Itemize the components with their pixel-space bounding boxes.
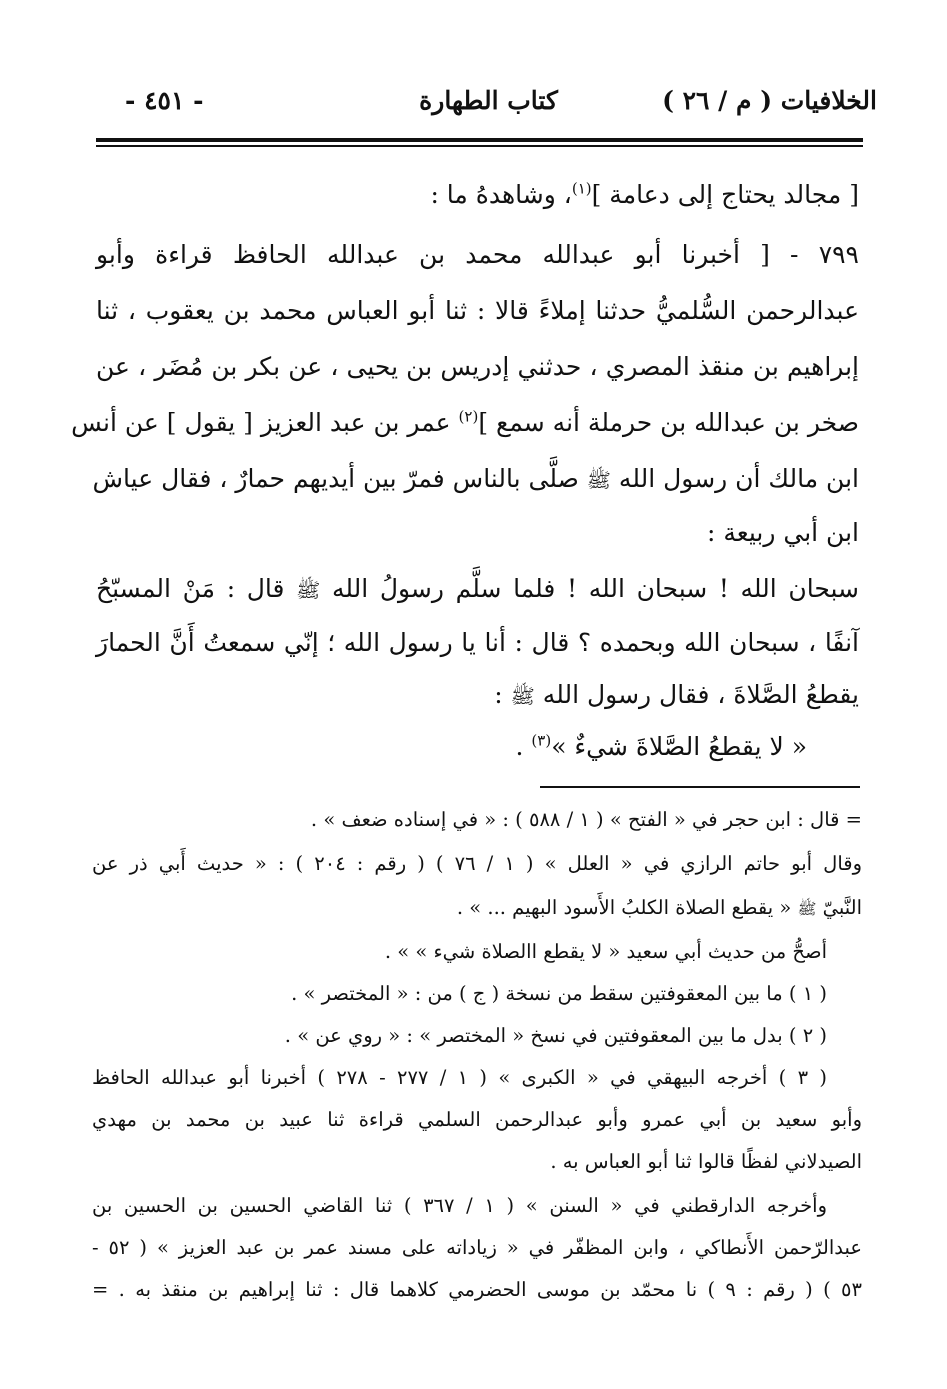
footnote-line: أصحُّ من حديث أبي سعيد « لا يقطع االصلاة شيء » » .	[384, 940, 827, 963]
text-line: إبراهيم بن منقذ المصري ، حدثني إدريس بن يحيى ، عن بكر بن مُضَر ، عن	[96, 352, 859, 381]
footnote-line: وأخرجه الدارقطني في « السنن » ( ١ / ٣٦٧ ) ثنا القاضي الحسين بن الحسين بن	[92, 1194, 827, 1217]
footnote-2: ( ٢ ) بدل ما بين المعقوفتين في نسخ « المختصر » : « روي عن » .	[284, 1024, 827, 1047]
page-number: - ٤٥١ -	[125, 86, 204, 115]
salutation-glyph: ﷺ	[296, 578, 321, 602]
text-line: ابن مالك أن رسول الله ﷺ صلَّى بالناس فمرّ بين أيديهم حمارٌ ، فقال عياش	[92, 464, 859, 493]
footnote-1: ( ١ ) ما بين المعقوفتين سقط من نسخة ( ج ) من : « المختصر » .	[291, 982, 827, 1005]
footnote-line: عبدالرّحمن الأَنطاكي ، وابن المظفّر في « زياداته على مسند عمر بن عبد العزيز » ( ٥٢ -	[92, 1236, 862, 1259]
salutation-glyph: ﷺ	[510, 684, 535, 708]
footnote-line: النَّبيّ ﷺ « يقطع الصلاة الكلبُ الأَسود البهيم ... » .	[456, 896, 862, 919]
footnote-line: = قال : ابن حجر في « الفتح » ( ١ / ٥٨٨ ) : « في إسناده ضعف » .	[310, 808, 862, 831]
footnote-line: وقال أبو حاتم الرازي في « العلل » ( ١ / ٧٦ ) ( رقم : ٢٠٤ ) : « حديث أَبي ذر عن	[92, 852, 863, 875]
footnote-line: ٥٣ ) ( رقم : ٩ ) نا محمّد بن موسى الحضرمي كلاهما قال : ثنا إبراهيم بن منقذ به . =	[92, 1278, 862, 1301]
hadith-number-line: ٧٩٩ - [ أخبرنا أبو عبدالله محمد بن عبدالله الحافظ قراءة وأبو	[96, 240, 859, 269]
header-rule-thick	[96, 138, 863, 142]
text-line: آنفًا ، سبحان الله وبحمده ؟ قال : أنا يا رسول الله ؛ إنّي سمعتُ أَنَّ الحمارَ	[96, 628, 859, 657]
text-line: عبدالرحمن السُّلميُّ حدثنا إملاءً قالا : ثنا أبو العباس محمد بن يعقوب ، ثنا	[96, 296, 859, 325]
salutation-glyph: ﷺ	[586, 468, 611, 492]
text-line: صخر بن عبدالله بن حرملة أنه سمع ]$^{(٢)}$ عمر بن عبد العزيز [ يقول ] عن أنس	[71, 407, 859, 437]
text-line: سبحان الله ! سبحان الله ! فلما سلَّم رسولُ الله ﷺ قال : مَنْ المسبّحُ	[96, 574, 859, 603]
footnote-separator	[540, 786, 860, 788]
hadith-quote-line: « لا يقطعُ الصَّلاةَ شيءٌ »$^{(٣)}$ .	[515, 731, 807, 761]
footnote-line: الصيدلاني لفظًا قالوا ثنا أبو العباس به .	[550, 1150, 862, 1173]
salutation-glyph: ﷺ	[797, 900, 817, 918]
footnote-line: وأبو سعيد بن أبي عمرو وأبو عبدالرحمن السلمي قراءة ثنا عبيد بن محمد بن مهدي	[92, 1108, 862, 1131]
chapter-title: كتاب الطهارة	[419, 86, 558, 115]
header-rule-thin	[96, 145, 863, 147]
page-header	[100, 80, 877, 128]
text-line: يقطعُ الصَّلاةَ ، فقال رسول الله ﷺ :	[494, 680, 859, 709]
text-line: [ مجالد يحتاج إلى دعامة ]$^{(١)}$، وشاهدهُ ما :	[430, 179, 859, 209]
text-line: ابن أبي ربيعة :	[707, 518, 859, 547]
book-volume-title: الخلافيات ( م / ٢٦ )	[662, 86, 877, 115]
footnote-3: ( ٣ ) أخرجه البيهقي في « الكبرى » ( ١ / ٢٧٧ - ٢٧٨ ) أخبرنا أبو عبدالله الحافظ	[92, 1066, 827, 1089]
